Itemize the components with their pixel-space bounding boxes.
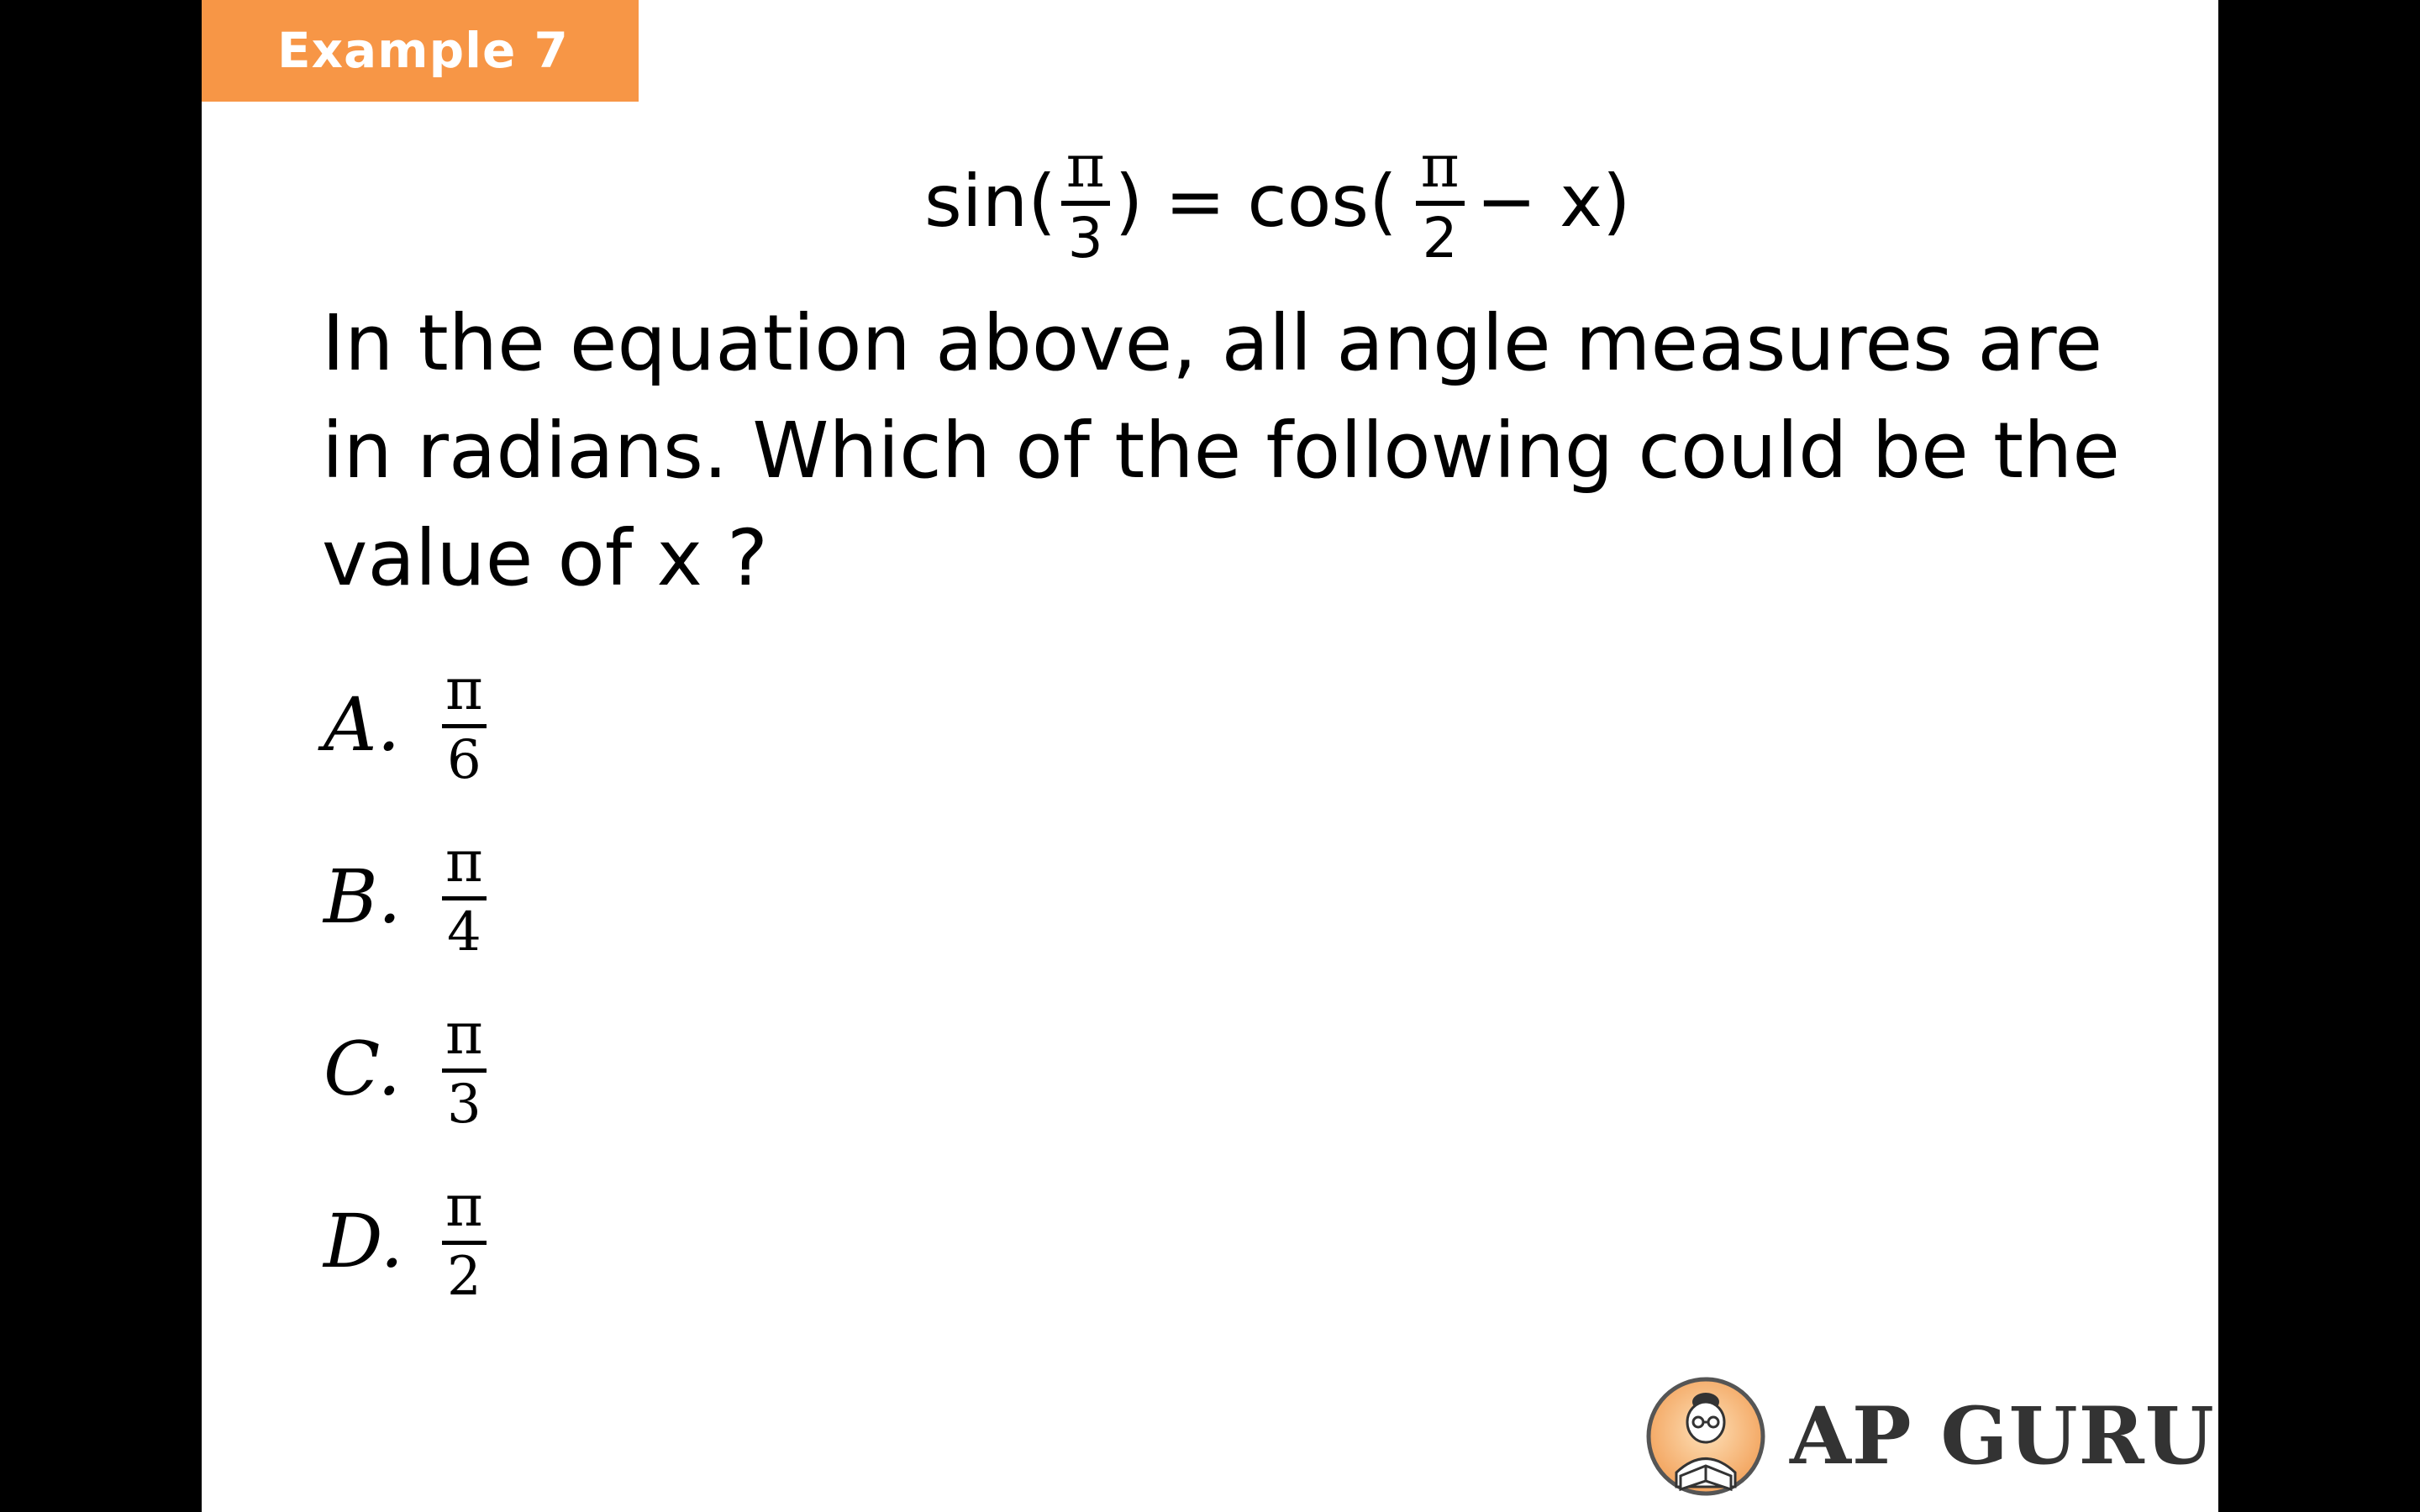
- equation-lhs-fraction: [1061, 132, 1110, 270]
- choice-b[interactable]: [324, 811, 492, 983]
- choice-fraction: [442, 1173, 487, 1308]
- equation-rhs-rest: − x): [1476, 160, 1631, 244]
- equation-lhs-close: ): [1114, 160, 1144, 244]
- guru-reading-icon: [1643, 1373, 1769, 1499]
- equals-sign: =: [1165, 160, 1226, 244]
- choice-letter: D.: [324, 1198, 404, 1284]
- fraction-denominator: 6: [446, 729, 481, 791]
- choice-fraction: [442, 657, 487, 791]
- ap-guru-logo: [1643, 1365, 2215, 1508]
- fraction-numerator: π: [445, 1001, 483, 1068]
- example-label: Example 7: [202, 0, 639, 102]
- choice-c[interactable]: [324, 983, 492, 1155]
- choice-d[interactable]: [324, 1155, 492, 1327]
- equation: [924, 118, 1631, 286]
- fraction-denominator: 3: [1067, 206, 1103, 270]
- fraction-numerator: π: [445, 829, 483, 895]
- slide: [202, 0, 2218, 1512]
- answer-choices: [324, 638, 492, 1327]
- equation-rhs-fraction: [1416, 132, 1465, 270]
- choice-a[interactable]: [324, 638, 492, 811]
- logo-text: AP GURU: [1790, 1390, 2215, 1483]
- choice-letter: A.: [324, 681, 401, 768]
- choice-fraction: [442, 829, 487, 963]
- fraction-numerator: π: [1420, 132, 1460, 201]
- fraction-denominator: 2: [1422, 206, 1458, 270]
- choice-letter: C.: [324, 1026, 402, 1112]
- fraction-numerator: π: [1065, 132, 1105, 201]
- choice-letter: B.: [324, 853, 402, 940]
- fraction-numerator: π: [445, 657, 483, 723]
- fraction-denominator: 3: [446, 1074, 481, 1136]
- equation-rhs-func: cos(: [1247, 160, 1397, 244]
- fraction-denominator: 2: [446, 1246, 481, 1308]
- question-text: In the equation above, all angle measures are in radians. Which of the following could be the value of x ?: [322, 298, 2120, 603]
- fraction-denominator: 4: [446, 901, 481, 963]
- fraction-numerator: π: [445, 1173, 483, 1240]
- equation-lhs-func: sin(: [924, 160, 1056, 244]
- choice-fraction: [442, 1001, 487, 1136]
